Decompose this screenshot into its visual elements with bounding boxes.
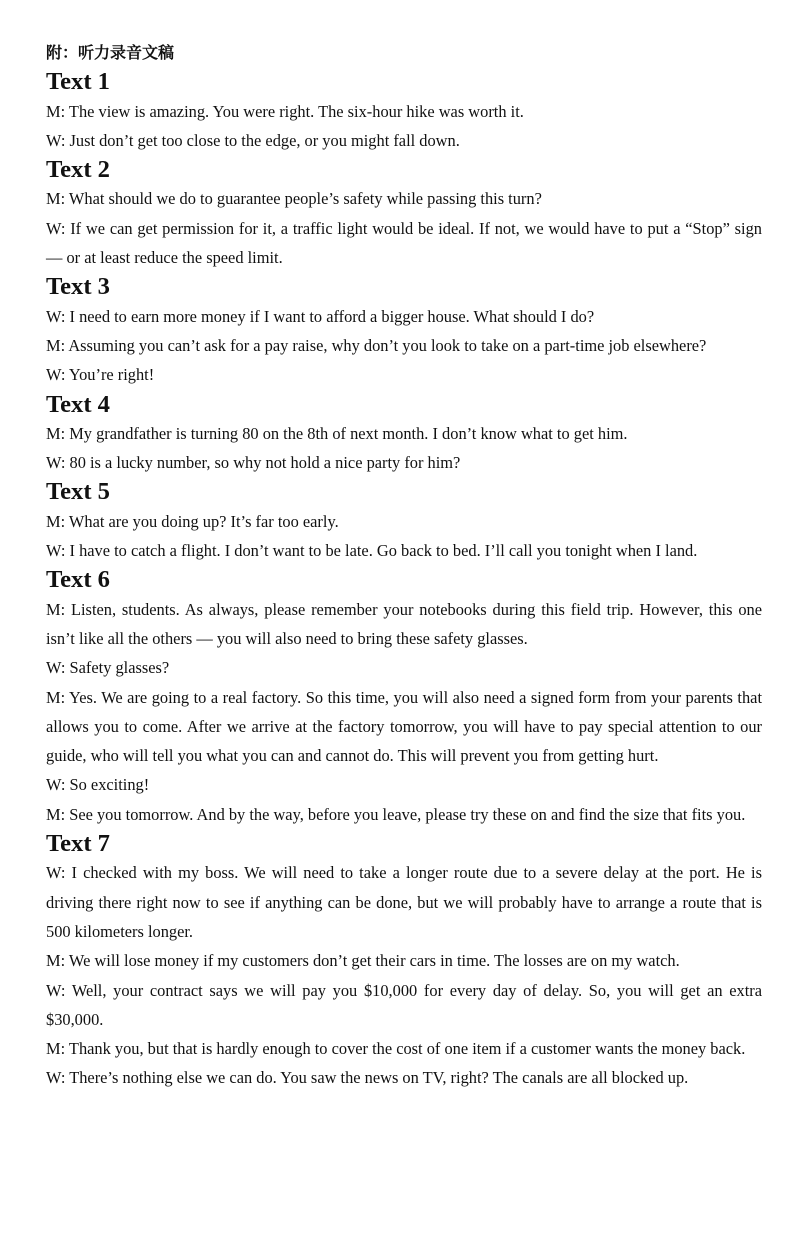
text-section <box>46 390 762 478</box>
text-section <box>46 67 762 155</box>
dialogue-line: W: You’re right! <box>46 365 155 385</box>
dialogue-line: W: There’s nothing else we can do. You saw the news on TV, right? The canals are all blocked up. <box>46 1068 689 1088</box>
dialogue-line: M: Assuming you can’t ask for a pay raise, why don’t you look to take on a part-time job elsewhere? <box>46 335 707 355</box>
text-section <box>46 829 762 1093</box>
section-heading: Text 3 <box>46 273 110 301</box>
dialogue-line: M: What should we do to guarantee people’s safety while passing this turn? <box>46 189 542 209</box>
dialogue-line: W: Safety glasses? <box>46 658 170 678</box>
text-section <box>46 155 762 272</box>
dialogue-line: M: The view is amazing. You were right. The six-hour hike was worth it. <box>46 101 524 121</box>
dialogue-line: M: Yes. We are going to a real factory. So this time, you will also need a signed form from your parents that allows you to come. After we arrive at the factory tomorrow, you will have to pay special attention to our guide, who will tell you what you can and cannot do. This will prevent you from getting hurt. <box>46 687 762 766</box>
transcript-page <box>46 38 762 1093</box>
text-section <box>46 272 762 389</box>
dialogue-line: M: See you tomorrow. And by the way, before you leave, please try these on and find the size that fits you. <box>46 804 746 824</box>
dialogue-line: W: Well, your contract says we will pay you $10,000 for every day of delay. So, you will get an extra $30,000. <box>46 980 762 1029</box>
section-heading: Text 2 <box>46 156 110 184</box>
dialogue-line: M: What are you doing up? It’s far too early. <box>46 511 339 531</box>
dialogue-line: M: Listen, students. As always, please remember your notebooks during this field trip. However, this one isn’t like all the others — you will also need to bring these safety glasses. <box>46 599 762 648</box>
dialogue-line: W: Just don’t get too close to the edge, or you might fall down. <box>46 130 460 150</box>
section-heading: Text 4 <box>46 390 110 418</box>
dialogue-line: W: 80 is a lucky number, so why not hold a nice party for him? <box>46 453 461 473</box>
text-section <box>46 565 762 829</box>
section-heading: Text 6 <box>46 566 110 594</box>
dialogue-line: W: I need to earn more money if I want to afford a bigger house. What should I do? <box>46 306 595 326</box>
dialogue-line: M: My grandfather is turning 80 on the 8th of next month. I don’t know what to get him. <box>46 423 628 443</box>
dialogue-line: W: I have to catch a flight. I don’t want to be late. Go back to bed. I’ll call you tonight when I land. <box>46 541 698 561</box>
page-title: 附：听力录音文稿 <box>46 43 175 62</box>
section-heading: Text 7 <box>46 830 110 858</box>
text-section <box>46 477 762 565</box>
dialogue-line: W: I checked with my boss. We will need to take a longer route due to a severe delay at the port. He is driving there right now to see if anything can be done, but we will probably have to arrange a route that is 500 kilometers longer. <box>46 863 762 941</box>
dialogue-line: W: If we can get permission for it, a traffic light would be ideal. If not, we would have to put a “Stop” sign — or at least reduce the speed limit. <box>46 218 762 268</box>
section-heading: Text 1 <box>46 68 110 96</box>
section-heading: Text 5 <box>46 478 110 506</box>
dialogue-line: W: So exciting! <box>46 775 150 795</box>
dialogue-line: M: Thank you, but that is hardly enough to cover the cost of one item if a customer wants the money back. <box>46 1039 746 1059</box>
dialogue-line: M: We will lose money if my customers don’t get their cars in time. The losses are on my watch. <box>46 951 680 971</box>
